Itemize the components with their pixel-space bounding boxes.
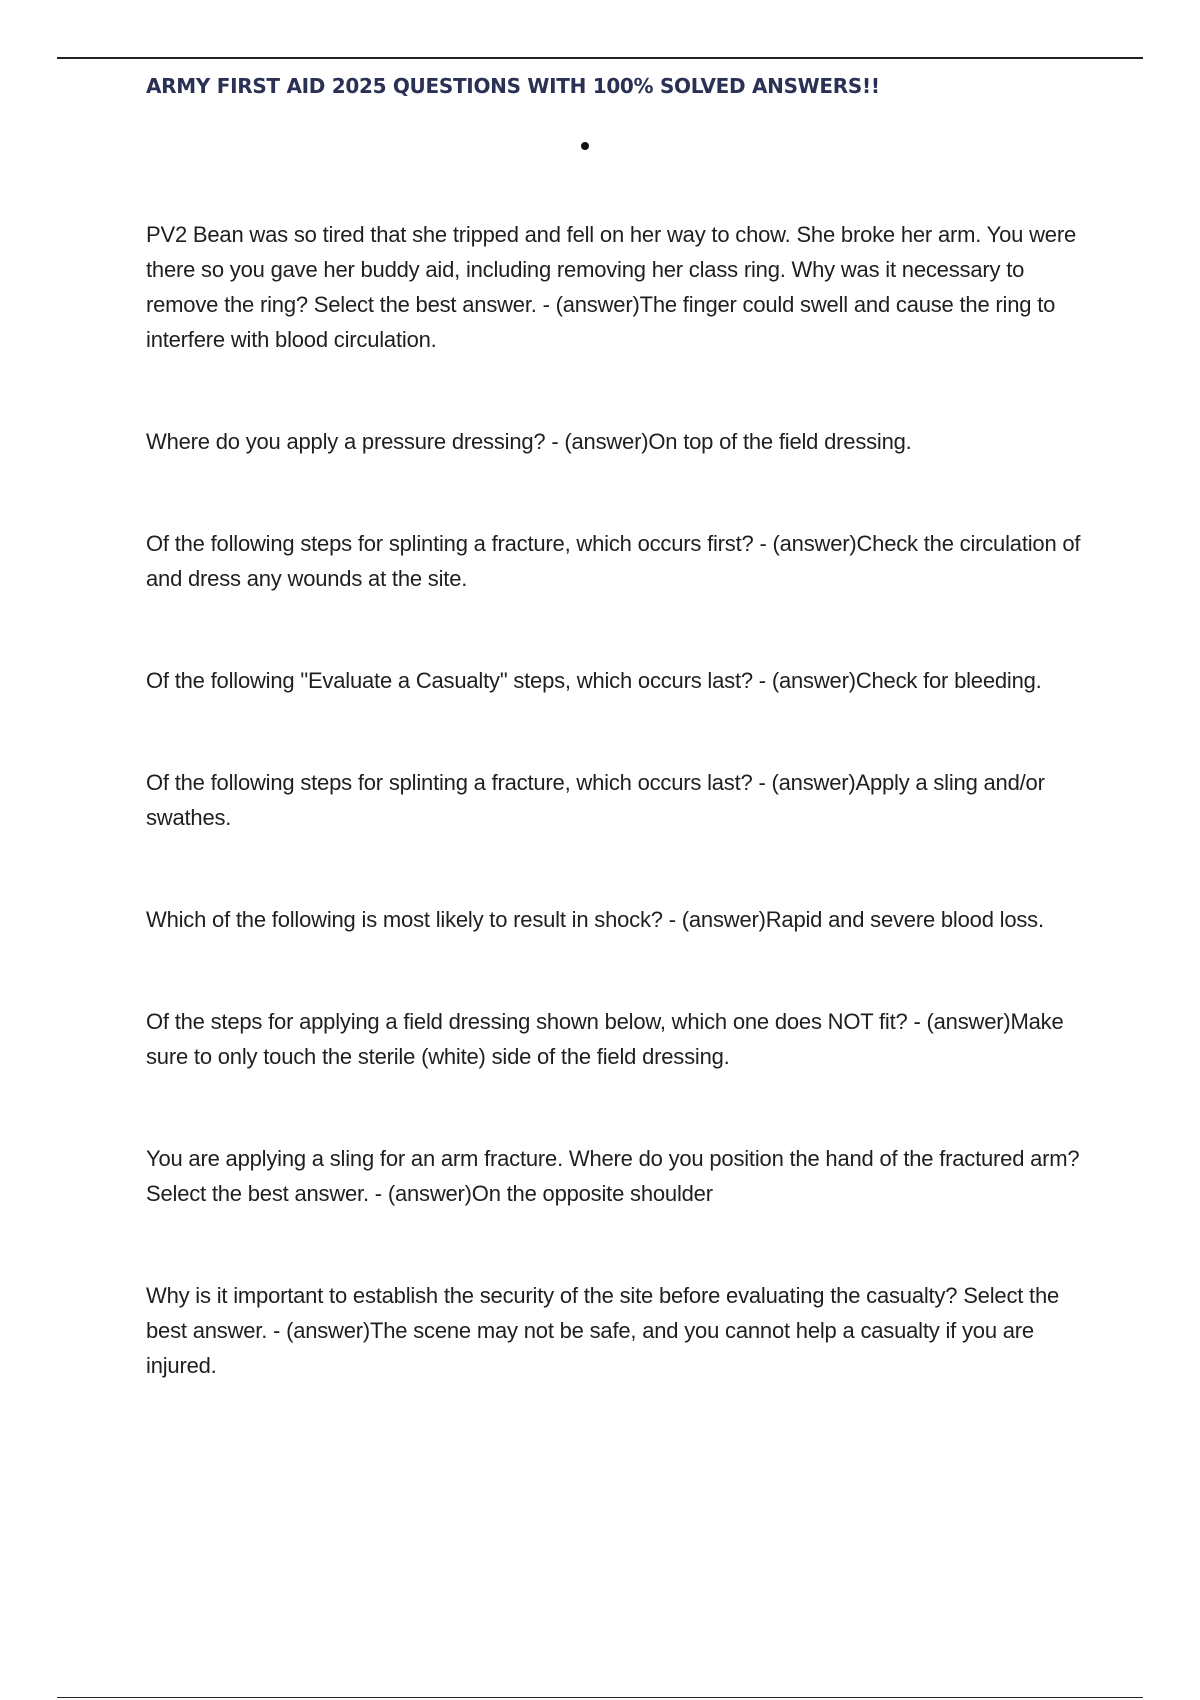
qa-item-7: Of the steps for applying a field dressing shown below, which one does NOT fit? - (answer)Make sure to only touch the sterile (white) side of the field dressing.	[146, 1009, 1064, 1069]
qa-list	[146, 217, 1096, 1450]
qa-item-2: Where do you apply a pressure dressing? - (answer)On top of the field dressing.	[146, 429, 912, 454]
bullet-icon	[581, 142, 589, 150]
bottom-rule	[57, 1697, 1143, 1698]
qa-item-6: Which of the following is most likely to result in shock? - (answer)Rapid and severe blood loss.	[146, 907, 1044, 932]
qa-item-5: Of the following steps for splinting a fracture, which occurs last? - (answer)Apply a sling and/or swathes.	[146, 770, 1045, 830]
qa-item-3: Of the following steps for splinting a fracture, which occurs first? - (answer)Check the circulation of and dress any wounds at the site.	[146, 531, 1081, 591]
document-title: ARMY FIRST AID 2025 QUESTIONS WITH 100% SOLVED ANSWERS!!	[146, 74, 880, 98]
qa-item-9: Why is it important to establish the security of the site before evaluating the casualty? Select the best answer. - (answer)The scene may not be safe, and you cannot help a casualty if you are injured.	[146, 1283, 1060, 1378]
qa-item-1: PV2 Bean was so tired that she tripped and fell on her way to chow. She broke her arm. You were there so you gave her buddy aid, including removing her class ring. Why was it necessary to remove the ring? Select the best answer. - (answer)The finger could swell and cause the ring to interfere with blood circulation.	[146, 222, 1077, 352]
qa-item-4: Of the following "Evaluate a Casualty" steps, which occurs last? - (answer)Check for bleeding.	[146, 668, 1042, 693]
top-rule	[57, 57, 1143, 59]
qa-item-8: You are applying a sling for an arm fracture. Where do you position the hand of the fractured arm? Select the best answer. - (answer)On the opposite shoulder	[146, 1146, 1080, 1206]
